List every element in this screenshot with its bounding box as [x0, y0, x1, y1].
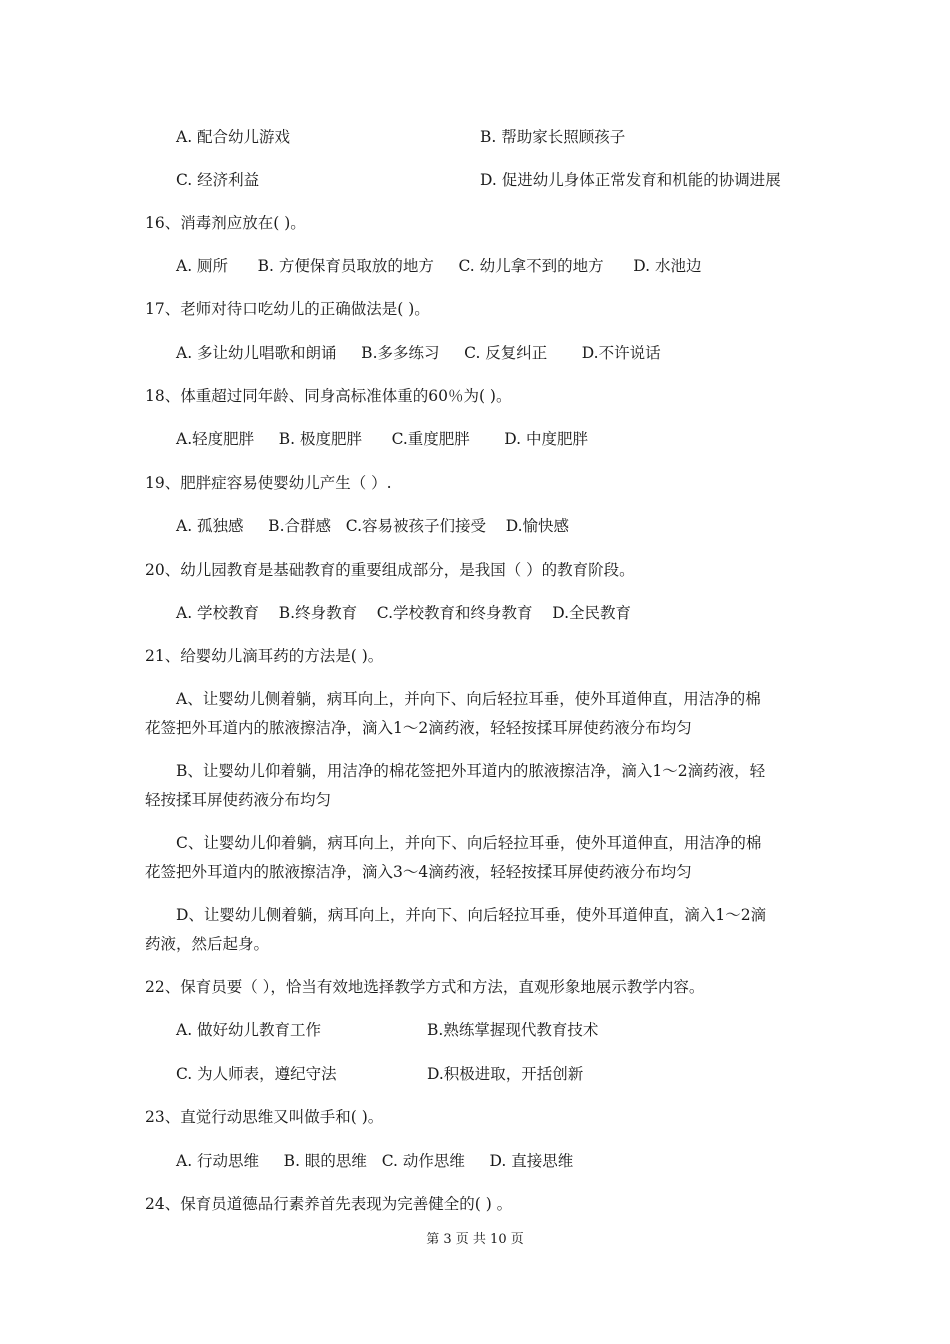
q15-option-c: C. 经济利益 [176, 171, 260, 189]
q22-stem: 22、保育员要（ ），恰当有效地选择教学方式和方法，直观形象地展示教学内容。 [145, 978, 705, 996]
q18-stem: 18、体重超过同年龄、同身高标准体重的60％为( )。 [145, 387, 512, 405]
q21-stem: 21、给婴幼儿滴耳药的方法是( )。 [145, 647, 384, 665]
q21-option-d-line1: D、让婴幼儿侧着躺，病耳向上，并向下、向后轻拉耳垂，使外耳道伸直，滴入1～2滴 [176, 906, 767, 924]
q16-options: A. 厕所 B. 方便保育员取放的地方 C. 幼儿拿不到的地方 D. 水池边 [176, 257, 702, 275]
q18-options: A.轻度肥胖 B. 极度肥胖 C.重度肥胖 D. 中度肥胖 [176, 430, 589, 448]
q17-options: A. 多让幼儿唱歌和朗诵 B.多多练习 C. 反复纠正 D.不许说话 [176, 344, 661, 362]
q15-option-d: D. 促进幼儿身体正常发育和机能的协调进展 [480, 171, 781, 189]
q21-option-a-line1: A、让婴幼儿侧着躺，病耳向上，并向下、向后轻拉耳垂，使外耳道伸直，用洁净的棉 [176, 690, 761, 708]
q17-stem: 17、老师对待口吃幼儿的正确做法是( )。 [145, 300, 430, 318]
q15-option-a: A. 配合幼儿游戏 [176, 128, 291, 146]
q21-option-c-line1: C、让婴幼儿仰着躺，病耳向上，并向下、向后轻拉耳垂，使外耳道伸直，用洁净的棉 [176, 834, 762, 852]
q15-option-b: B. 帮助家长照顾孩子 [480, 128, 626, 146]
q20-options: A. 学校教育 B.终身教育 C.学校教育和终身教育 D.全民教育 [176, 604, 632, 622]
q19-options: A. 孤独感 B.合群感 C.容易被孩子们接受 D.愉快感 [176, 517, 570, 535]
q22-option-d: D.积极进取，开括创新 [427, 1065, 584, 1083]
page-footer: 第 3 页 共 10 页 [426, 1232, 524, 1247]
q22-option-b: B.熟练掌握现代教育技术 [427, 1021, 599, 1039]
q23-options: A. 行动思维 B. 眼的思维 C. 动作思维 D. 直接思维 [176, 1152, 574, 1170]
q23-stem: 23、直觉行动思维又叫做手和( )。 [145, 1108, 384, 1126]
q21-option-b-line2: 轻按揉耳屏使药液分布均匀 [145, 791, 332, 809]
q21-option-c-line2: 花签把外耳道内的脓液擦洁净，滴入3～4滴药液，轻轻按揉耳屏使药液分布均匀 [145, 863, 692, 881]
q20-stem: 20、幼儿园教育是基础教育的重要组成部分，是我国（ ）的教育阶段。 [145, 561, 635, 579]
q21-option-a-line2: 花签把外耳道内的脓液擦洁净，滴入1～2滴药液，轻轻按揉耳屏使药液分布均匀 [145, 719, 692, 737]
q22-option-a: A. 做好幼儿教育工作 [176, 1021, 322, 1039]
q21-option-b-line1: B、让婴幼儿仰着躺，用洁净的棉花签把外耳道内的脓液擦洁净，滴入1～2滴药液，轻 [176, 762, 766, 780]
q24-stem: 24、保育员道德品行素养首先表现为完善健全的( ) 。 [145, 1195, 513, 1213]
q22-option-c: C. 为人师表，遵纪守法 [176, 1065, 337, 1083]
q21-option-d-line2: 药液，然后起身。 [145, 935, 270, 953]
q19-stem: 19、肥胖症容易使婴幼儿产生（ ）. [145, 474, 392, 492]
q16-stem: 16、消毒剂应放在( )。 [145, 214, 306, 232]
